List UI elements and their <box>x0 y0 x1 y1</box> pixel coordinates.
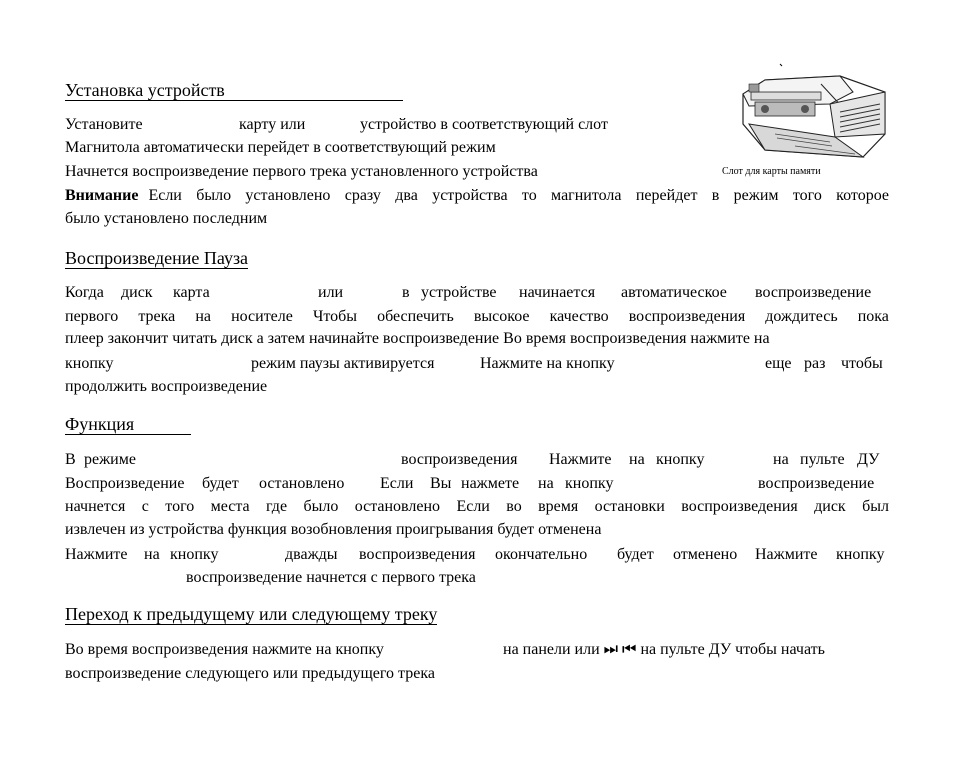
word: носителе <box>231 308 293 325</box>
word: кнопку <box>65 355 114 372</box>
word: пульте <box>800 451 845 468</box>
word: обеспечить <box>377 308 454 325</box>
word: автоматическое <box>621 284 727 301</box>
word: Нажмите <box>755 546 818 563</box>
word: высокое <box>473 308 530 325</box>
word: было <box>303 498 339 515</box>
word: отменено <box>673 546 738 563</box>
word: кнопку <box>170 546 219 563</box>
word: дважды <box>285 546 338 563</box>
word: Воспроизведение <box>65 475 185 492</box>
skip-line-1b: на панели или ⏭ ⏮ на пульте ДУ чтобы начать <box>503 641 825 658</box>
install-line-1a: Установите <box>65 116 143 133</box>
car-stereo-illustration <box>735 62 890 167</box>
install-attention-line <box>65 186 889 206</box>
install-line-2: Магнитола автоматически перейдет в соответствующий режим <box>65 139 496 156</box>
word: диск <box>814 498 846 515</box>
word: Вы <box>430 475 452 492</box>
word: на <box>538 475 554 492</box>
word: начнется <box>65 498 126 515</box>
word: или <box>318 284 344 301</box>
attention-label: Внимание <box>65 187 139 204</box>
word: воспроизведения <box>628 308 746 325</box>
word: воспроизведения <box>681 498 798 515</box>
function-line-4: извлечен из устройства функция возобновления проигрывания будет отменена <box>65 521 602 538</box>
word: Чтобы <box>312 308 358 325</box>
playback-line-5: продолжить воспроизведение <box>65 378 268 395</box>
word: чтобы <box>841 355 883 372</box>
word: Когда <box>65 284 104 301</box>
section-heading-playback: Воспроизведение Пауза <box>65 248 249 268</box>
figure-caption: Слот для карты памяти <box>722 166 821 177</box>
section-heading-install: Установка устройств <box>65 80 403 101</box>
word: воспроизведение <box>755 284 872 301</box>
word: на <box>773 451 789 468</box>
word: Нажмите <box>549 451 612 468</box>
install-line-1c: устройство в соответствующий слот <box>360 116 608 133</box>
install-line-1b: карту или <box>239 116 306 133</box>
word: кнопку <box>565 475 614 492</box>
word: места <box>210 498 250 515</box>
word: еще <box>765 355 792 372</box>
attention-text: Если было установлено сразу два устройства то магнитола перейдет в режим того которое <box>148 187 889 204</box>
word: диск <box>121 284 153 301</box>
skip-line-1a: Во время воспроизведения нажмите на кнопку <box>65 641 384 658</box>
word: время <box>538 498 579 515</box>
word: на <box>144 546 160 563</box>
word: качество <box>549 308 609 325</box>
word: кнопку <box>836 546 885 563</box>
word: Если <box>380 475 414 492</box>
word: В <box>65 451 76 468</box>
word: воспроизведения <box>359 546 476 563</box>
word: воспроизведение <box>758 475 875 492</box>
playback-line-3: плеер закончит читать диск а затем начинайте воспроизведение Во время воспроизведения нажмите на <box>65 330 770 347</box>
word: окончательно <box>495 546 588 563</box>
word: в <box>402 284 410 301</box>
word: воспроизведения <box>401 451 518 468</box>
word: режим паузы активируется <box>251 355 435 372</box>
word: первого <box>65 308 119 325</box>
word: Нажмите на кнопку <box>480 355 615 372</box>
word: Если <box>456 498 490 515</box>
word: будет <box>617 546 654 563</box>
word: раз <box>804 355 826 372</box>
install-line-5: было установлено последним <box>65 210 268 227</box>
skip-line-2: воспроизведение следующего или предыдущего трека <box>65 665 435 682</box>
word: дождитесь <box>765 308 838 325</box>
word: начинается <box>519 284 596 301</box>
word: нажмете <box>461 475 520 492</box>
word: пока <box>857 308 889 325</box>
word: остановки <box>594 498 665 515</box>
word: карта <box>173 284 210 301</box>
word: трека <box>138 308 176 325</box>
word: того <box>165 498 195 515</box>
install-line-3: Начнется воспроизведение первого трека установленного устройства <box>65 163 538 180</box>
playback-line-2 <box>65 307 889 327</box>
word: Нажмите <box>65 546 128 563</box>
word: где <box>266 498 288 515</box>
word: остановлено <box>259 475 345 492</box>
word: будет <box>202 475 239 492</box>
word: ДУ <box>857 451 880 468</box>
word: с <box>141 498 149 515</box>
word: на <box>629 451 645 468</box>
section-heading-function: Функция <box>65 414 191 435</box>
function-line-3 <box>65 497 889 517</box>
word: во <box>506 498 522 515</box>
word: режиме <box>84 451 136 468</box>
function-line-6: воспроизведение начнется с первого трека <box>186 569 476 586</box>
word: кнопку <box>656 451 705 468</box>
word: на <box>195 308 211 325</box>
word: был <box>862 498 889 515</box>
word: устройстве <box>421 284 497 301</box>
word: остановлено <box>354 498 441 515</box>
section-heading-skip: Переход к предыдущему или следующему треку <box>65 604 438 624</box>
